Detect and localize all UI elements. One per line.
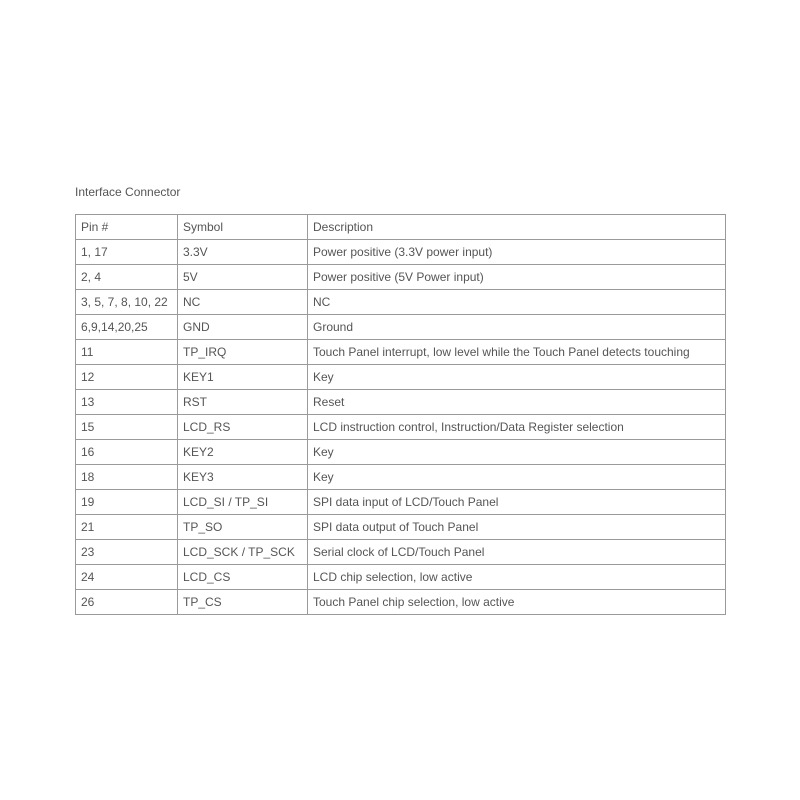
table-header xyxy=(76,215,726,240)
header-description: Description xyxy=(308,215,726,240)
cell-description: SPI data input of LCD/Touch Panel xyxy=(308,490,726,515)
header-symbol: Symbol xyxy=(178,215,308,240)
table-row xyxy=(76,265,726,290)
table-row xyxy=(76,415,726,440)
cell-symbol: 3.3V xyxy=(178,240,308,265)
cell-pin: 23 xyxy=(76,540,178,565)
cell-symbol: LCD_CS xyxy=(178,565,308,590)
cell-description: LCD chip selection, low active xyxy=(308,565,726,590)
table-row xyxy=(76,340,726,365)
table-row xyxy=(76,365,726,390)
cell-pin: 2, 4 xyxy=(76,265,178,290)
cell-pin: 3, 5, 7, 8, 10, 22 xyxy=(76,290,178,315)
cell-description: SPI data output of Touch Panel xyxy=(308,515,726,540)
cell-description: Ground xyxy=(308,315,726,340)
header-row xyxy=(76,215,726,240)
cell-description: NC xyxy=(308,290,726,315)
cell-pin: 15 xyxy=(76,415,178,440)
cell-symbol: 5V xyxy=(178,265,308,290)
cell-pin: 1, 17 xyxy=(76,240,178,265)
cell-symbol: NC xyxy=(178,290,308,315)
header-pin: Pin # xyxy=(76,215,178,240)
table-body xyxy=(76,240,726,615)
cell-description: Power positive (3.3V power input) xyxy=(308,240,726,265)
cell-pin: 13 xyxy=(76,390,178,415)
cell-pin: 24 xyxy=(76,565,178,590)
table-row xyxy=(76,515,726,540)
cell-pin: 26 xyxy=(76,590,178,615)
cell-symbol: KEY2 xyxy=(178,440,308,465)
table-row xyxy=(76,440,726,465)
table-row xyxy=(76,590,726,615)
cell-symbol: LCD_SCK / TP_SCK xyxy=(178,540,308,565)
table-row xyxy=(76,540,726,565)
cell-symbol: TP_CS xyxy=(178,590,308,615)
cell-pin: 12 xyxy=(76,365,178,390)
cell-description: Serial clock of LCD/Touch Panel xyxy=(308,540,726,565)
cell-symbol: KEY1 xyxy=(178,365,308,390)
cell-symbol: LCD_SI / TP_SI xyxy=(178,490,308,515)
table-row xyxy=(76,290,726,315)
cell-pin: 19 xyxy=(76,490,178,515)
table-row xyxy=(76,565,726,590)
table-row xyxy=(76,390,726,415)
cell-pin: 11 xyxy=(76,340,178,365)
table-row xyxy=(76,490,726,515)
cell-description: Key xyxy=(308,465,726,490)
table-row xyxy=(76,315,726,340)
cell-pin: 18 xyxy=(76,465,178,490)
cell-description: LCD instruction control, Instruction/Data Register selection xyxy=(308,415,726,440)
table-row xyxy=(76,240,726,265)
table-caption: Interface Connector xyxy=(75,185,181,199)
cell-description: Reset xyxy=(308,390,726,415)
interface-connector-table xyxy=(75,214,726,615)
cell-symbol: LCD_RS xyxy=(178,415,308,440)
cell-description: Key xyxy=(308,365,726,390)
cell-description: Touch Panel interrupt, low level while the Touch Panel detects touching xyxy=(308,340,726,365)
cell-pin: 21 xyxy=(76,515,178,540)
cell-pin: 6,9,14,20,25 xyxy=(76,315,178,340)
cell-description: Key xyxy=(308,440,726,465)
cell-symbol: RST xyxy=(178,390,308,415)
cell-symbol: TP_SO xyxy=(178,515,308,540)
cell-description: Touch Panel chip selection, low active xyxy=(308,590,726,615)
cell-symbol: KEY3 xyxy=(178,465,308,490)
cell-description: Power positive (5V Power input) xyxy=(308,265,726,290)
cell-symbol: TP_IRQ xyxy=(178,340,308,365)
table-row xyxy=(76,465,726,490)
cell-pin: 16 xyxy=(76,440,178,465)
cell-symbol: GND xyxy=(178,315,308,340)
